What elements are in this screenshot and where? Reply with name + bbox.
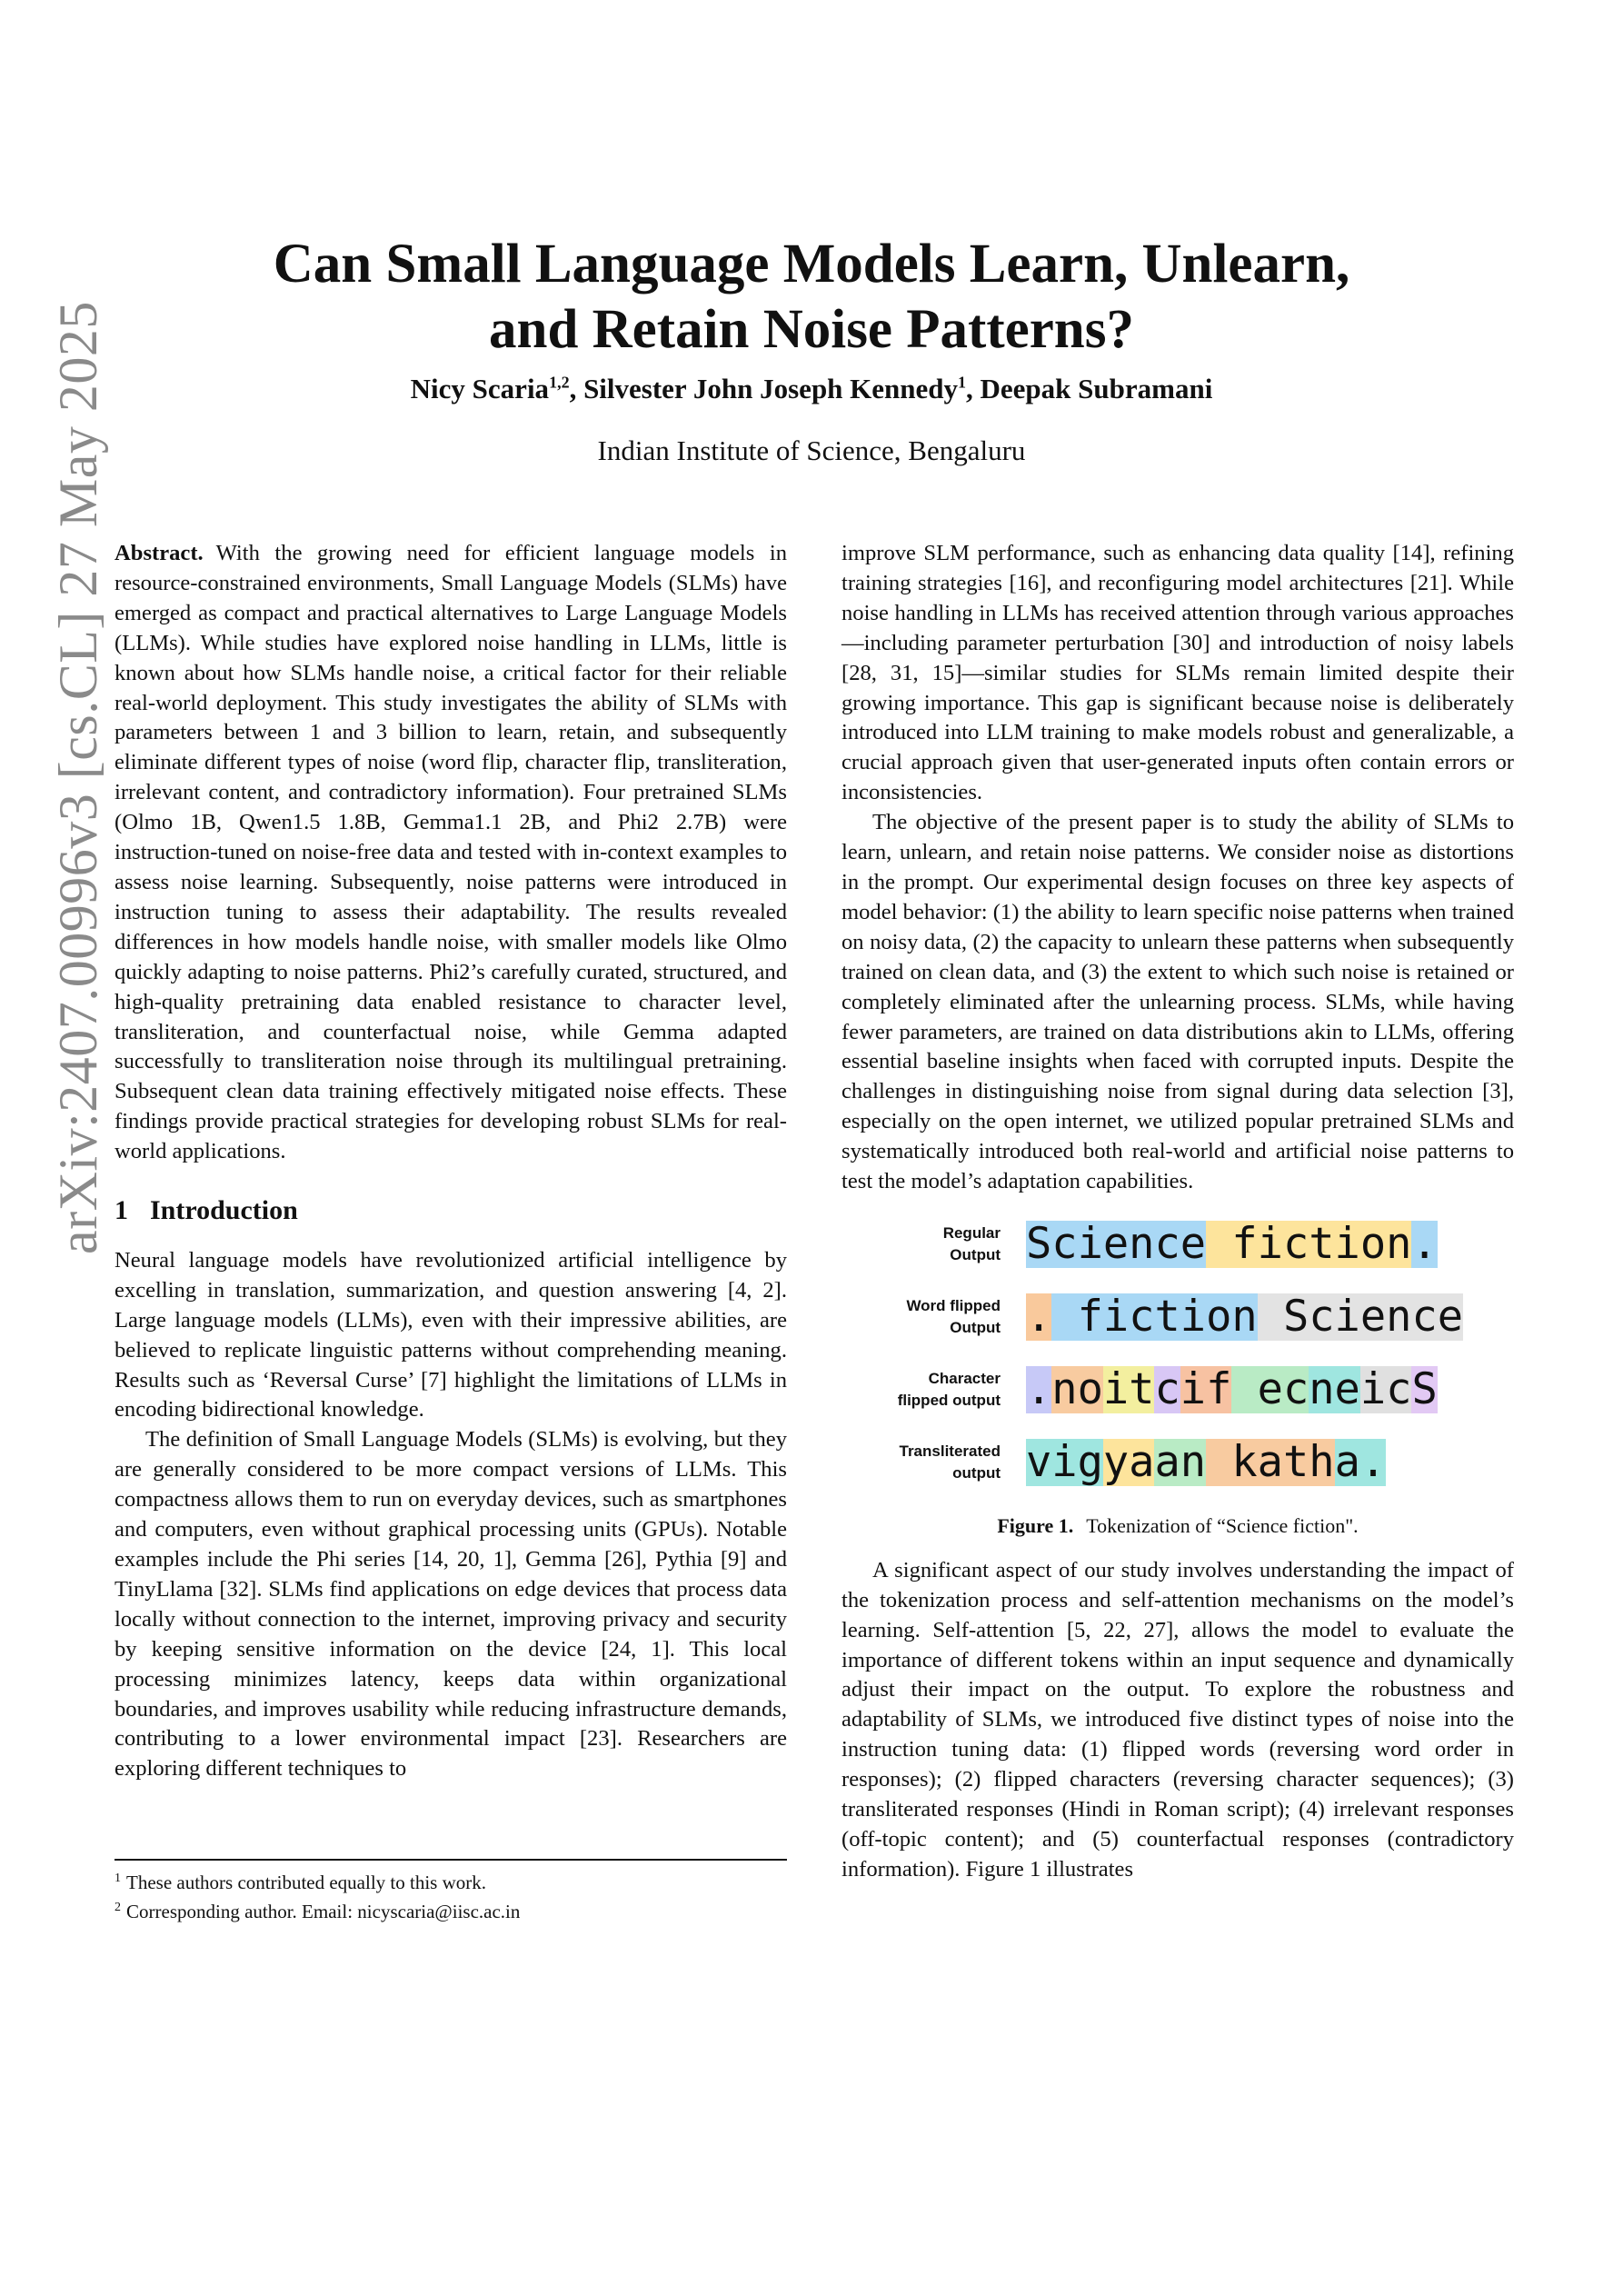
figure-row-label bbox=[841, 1223, 1001, 1266]
footnote-mark: 1 bbox=[115, 1872, 121, 1885]
footnote-1 bbox=[115, 1866, 787, 1895]
token-chip: if bbox=[1180, 1363, 1232, 1414]
figure-row-label-line: Output bbox=[950, 1245, 1001, 1263]
token-chip: kath bbox=[1206, 1436, 1335, 1487]
author-name: Deepak Subramani bbox=[980, 373, 1213, 404]
section-title: Introduction bbox=[150, 1195, 298, 1226]
author-1 bbox=[411, 373, 583, 404]
paper-title-line-2: and Retain Noise Patterns? bbox=[489, 299, 1134, 360]
footnote-text: These authors contributed equally to this work. bbox=[126, 1872, 486, 1893]
figure-row-label bbox=[841, 1441, 1001, 1484]
abstract-text: With the growing need for efficient language models in resource-constrained environments, Small Language Models (SLMs) have emerged as compact and practical alternatives to Large Language Models (LLMs). While studies have explored noise handling in LLMs, little is known about how SLMs handle noise, a critical factor for their reliable real-world deployment. This study investigates the ability of SLMs with parameters between 1 and 3 billion to learn, retain, and subsequently eliminate different types of noise (word flip, character flip, transliteration, irrelevant content, and contradictory information). Four pretrained SLMs (Olmo 1B, Qwen1.5 1.8B, Gemma1.1 2B, and Phi2 2.7B) were instruction-tuned on noise-free data and tested with in-context examples to assess noise learning. Subsequently, noise patterns were introduced in instruction tuning to assess their adaptability. The results revealed differences in how models handle noise, with smaller models like Olmo quickly adapting to noise patterns. Phi2’s carefully curated, structured, and high-quality pretraining data enabled resistance to character level, transliteration, and counterfactual noise, while Gemma adapted successfully to transliteration noise through its multilingual pretraining. Subsequent clean data training effectively mitigated noise effects. These findings provide practical strategies for developing robust SLMs for real-world applications. bbox=[115, 541, 787, 1164]
right-column bbox=[841, 539, 1514, 1885]
token-chip: fiction bbox=[1206, 1218, 1412, 1269]
caption-label: Figure 1. bbox=[997, 1513, 1074, 1537]
token-sequence bbox=[1026, 1436, 1387, 1487]
footnote-2 bbox=[115, 1895, 787, 1924]
token-chip: ec bbox=[1231, 1363, 1309, 1414]
author-2 bbox=[583, 373, 980, 404]
token-chip: ne bbox=[1309, 1363, 1360, 1414]
author-3 bbox=[981, 373, 1213, 404]
author-name: Silvester John Joseph Kennedy bbox=[583, 373, 959, 404]
figure-row-label bbox=[841, 1295, 1001, 1339]
token-chip: vig bbox=[1026, 1436, 1103, 1487]
token-chip: . bbox=[1026, 1363, 1052, 1414]
figure-row bbox=[841, 1288, 1514, 1346]
footnote-text: Corresponding author. Email: nicyscaria@iisc.ac.in bbox=[126, 1901, 521, 1922]
intro-paragraph-2: The definition of Small Language Models (SLMs) is evolving, but they are generally considered to be more compact versions of LLMs. This compactness allows them to run on everyday devices, such as smartphones and computers, even without graphical processing units (GPUs). Notable examples include the Phi series [14, 20, 1], Gemma [26], Pythia [9] and TinyLlama [32]. SLMs find applications on edge devices that process data locally without connection to the internet, improving privacy and security by keeping sensitive information on the device [24, 1]. This local processing minimizes latency, keeps data within organizational boundaries, and improves usability while reducing infrastructure demands, contributing to a lower environmental impact [23]. Researchers are exploring different techniques to bbox=[115, 1427, 787, 1782]
author-separator: , bbox=[966, 373, 981, 404]
paper-title-line-1: Can Small Language Models Learn, Unlearn, bbox=[273, 234, 1350, 294]
footnote-mark: 2 bbox=[115, 1901, 121, 1914]
figure-row-label-line: flipped output bbox=[897, 1391, 1001, 1409]
section-heading-introduction bbox=[115, 1196, 787, 1226]
figure-row-label-line: Regular bbox=[942, 1223, 1001, 1242]
section-number: 1 bbox=[115, 1195, 128, 1226]
figure-row-label-line: Word flipped bbox=[906, 1296, 1001, 1314]
abstract-label: Abstract. bbox=[115, 541, 204, 565]
intro-paragraph-3: improve SLM performance, such as enhancing data quality [14], refining training strategies [16], and reconfiguring model architectures [21]. While noise handling in LLMs has received attention through various approaches—including parameter perturbation [30] and introduction of noisy labels [28, 31, 15]—similar studies for SLMs remain limited despite their growing importance. This gap is significant because noise is deliberately introduced into LLM training to make models robust and generalizable, a crucial approach given that user-generated inputs often contain errors or inconsistencies. bbox=[841, 541, 1514, 805]
author-name: Nicy Scaria bbox=[410, 373, 550, 404]
figure-row bbox=[841, 1361, 1514, 1419]
figure-row-label bbox=[841, 1368, 1001, 1412]
token-chip: an bbox=[1154, 1436, 1207, 1487]
paper-title bbox=[0, 232, 1623, 363]
affiliation: Indian Institute of Science, Bengaluru bbox=[597, 434, 1026, 466]
intro-paragraph-4: The objective of the present paper is to study the ability of SLMs to learn, unlearn, and retain noise patterns. We consider noise as distortions in the prompt. Our experimental design focuses on three key aspects of model behavior: (1) the ability to learn specific noise patterns when trained on noisy data, (2) the capacity to unlearn these patterns when subsequently trained on clean data, and (3) the extent to which such noise is retained or completely eliminated after the unlearning process. SLMs, while having fewer parameters, are trained on data distributions akin to LLMs, offering essential baseline insights when faced with corrupted inputs. Despite the challenges in distinguishing noise from signal during data selection [3], especially on the open internet, we utilized popular pretrained SLMs and systematically introduced both real-world and artificial noise patterns to test the model’s adaptation capabilities. bbox=[841, 810, 1514, 1194]
token-chip: ic bbox=[1359, 1363, 1412, 1414]
token-chip: S bbox=[1411, 1363, 1438, 1414]
token-sequence bbox=[1026, 1218, 1438, 1269]
token-sequence bbox=[1026, 1363, 1438, 1414]
token-chip: Science bbox=[1257, 1291, 1464, 1342]
author-affiliation-mark: 1,2 bbox=[549, 373, 570, 392]
author-list bbox=[0, 373, 1623, 405]
intro-paragraph-5: A significant aspect of our study involves understanding the impact of the tokenization process and self-attention mechanisms on the model’s learning. Self-attention [5, 22, 27], allows the model to evaluate the importance of different tokens within an input sequence and dynamically adjust their impact on the output. To explore the robustness and adaptability of SLMs, we introduced five distinct types of noise into the instruction tuning data: (1) flipped words (reversing word order in responses); (2) flipped characters (reversing character sequences); (3) transliterated responses (Hindi in Roman script); (4) irrelevant responses (off-topic content); and (5) counterfactual responses (contradictory information). Figure 1 illustrates bbox=[841, 1557, 1514, 1882]
figure-row-label-line: Transliterated bbox=[899, 1442, 1001, 1460]
token-chip: c bbox=[1154, 1363, 1180, 1414]
figure-1-caption bbox=[841, 1512, 1514, 1542]
caption-text: Tokenization of “Science fiction". bbox=[1086, 1513, 1359, 1537]
figure-row-label-line: Output bbox=[950, 1318, 1001, 1336]
figure-row-label-line: Character bbox=[928, 1369, 1001, 1387]
token-sequence bbox=[1026, 1293, 1463, 1341]
figure-1-tokenization bbox=[841, 1215, 1514, 1506]
token-chip: a. bbox=[1334, 1436, 1387, 1487]
author-affiliation-mark: 1 bbox=[958, 373, 967, 392]
abstract bbox=[115, 539, 787, 1167]
token-chip: Science bbox=[1026, 1218, 1207, 1269]
footnote-rule bbox=[115, 1859, 787, 1861]
token-chip: . bbox=[1026, 1291, 1052, 1342]
token-chip: no bbox=[1051, 1363, 1103, 1414]
figure-row-label-line: output bbox=[952, 1463, 1001, 1482]
figure-row bbox=[841, 1215, 1514, 1273]
author-separator: , bbox=[569, 373, 584, 404]
left-column bbox=[115, 539, 787, 1784]
footnotes bbox=[115, 1859, 787, 1924]
arxiv-identifier: arXiv:2407.00996v3 [cs.CL] 27 May 2025 bbox=[48, 301, 108, 1254]
token-chip: ya bbox=[1102, 1436, 1155, 1487]
intro-paragraph-1: Neural language models have revolutionized artificial intelligence by excelling in translation, summarization, and question answering [4, 2]. Large language models (LLMs), even with their impressive abilities, are believed to replicate linguistic patterns without comprehending meaning. Results such as ‘Reversal Curse’ [7] highlight the limitations of LLMs in encoding bidirectional knowledge. bbox=[115, 1247, 787, 1423]
figure-row bbox=[841, 1433, 1514, 1492]
token-chip: fiction bbox=[1051, 1291, 1258, 1342]
token-chip: . bbox=[1411, 1218, 1438, 1269]
token-chip: it bbox=[1102, 1363, 1155, 1414]
